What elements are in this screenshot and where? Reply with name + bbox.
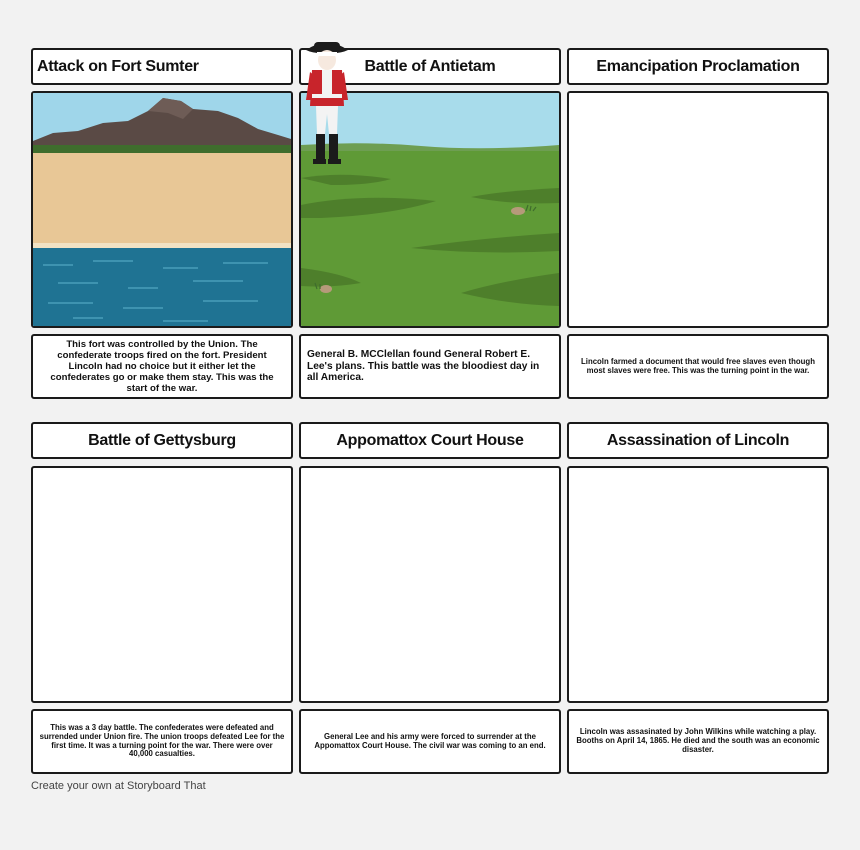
panel-1-scene (31, 91, 293, 328)
panel-3-title-text: Emancipation Proclamation (596, 57, 800, 75)
panel-2-description: General B. MCClellan found General Robert E. Lee's plans. This battle was the bloodiest day in all America. (307, 348, 540, 384)
panel-6-description: Lincoln was assasinated by John Wilkins while watching a play. Booths on April 14, 1865. He died and the south was an economic disaster. (576, 727, 820, 754)
panel-6-title-text: Assassination of Lincoln (606, 431, 790, 449)
panel-1-title-text: Attack on Fort Sumter (37, 57, 199, 75)
footer-credit-link[interactable]: Create your own at Storyboard That (31, 780, 206, 792)
panel-5-description: General Lee and his army were forced to surrender at the Appomattox Court House. The civil war was coming to an end. (314, 731, 546, 750)
panel-4-scene (31, 466, 293, 703)
panel-5-title (299, 422, 561, 459)
panel-3-description-box (567, 334, 829, 399)
panel-3-description: Lincoln farmed a document that would free slaves even though most slaves were free. This was the turning point in the war. (581, 356, 815, 375)
panel-5-description-box (299, 709, 561, 774)
panel-6-description-box (567, 709, 829, 774)
beach-scene-image (33, 93, 291, 326)
panel-4-title (31, 422, 293, 459)
panel-6-scene (567, 466, 829, 703)
panel-2-title-text: Battle of Antietam (364, 57, 496, 75)
panel-3-scene (567, 91, 829, 328)
panel-1-description: This fort was controlled by the Union. The confederate troops fired on the fort. President Lincoln had no choice but it either let the confederates go or make them stay. This was the start of the war. (50, 338, 274, 395)
panel-1-title (31, 48, 293, 85)
panel-1-description-box (31, 334, 293, 399)
panel-5-title-text: Appomattox Court House (336, 431, 524, 449)
panel-3-title (567, 48, 829, 85)
panel-5-scene (299, 466, 561, 703)
panel-4-title-text: Battle of Gettysburg (88, 431, 236, 449)
panel-4-description: This was a 3 day battle. The confederates were defeated and surrended under Union fire. The union troops defeated Lee for the first time. It was a turning point for the war. There were over 40,000 casualties. (39, 722, 285, 759)
panel-6-title (567, 422, 829, 459)
soldier-character-image (302, 38, 352, 166)
panel-2-description-box (299, 334, 561, 399)
panel-4-description-box (31, 709, 293, 774)
